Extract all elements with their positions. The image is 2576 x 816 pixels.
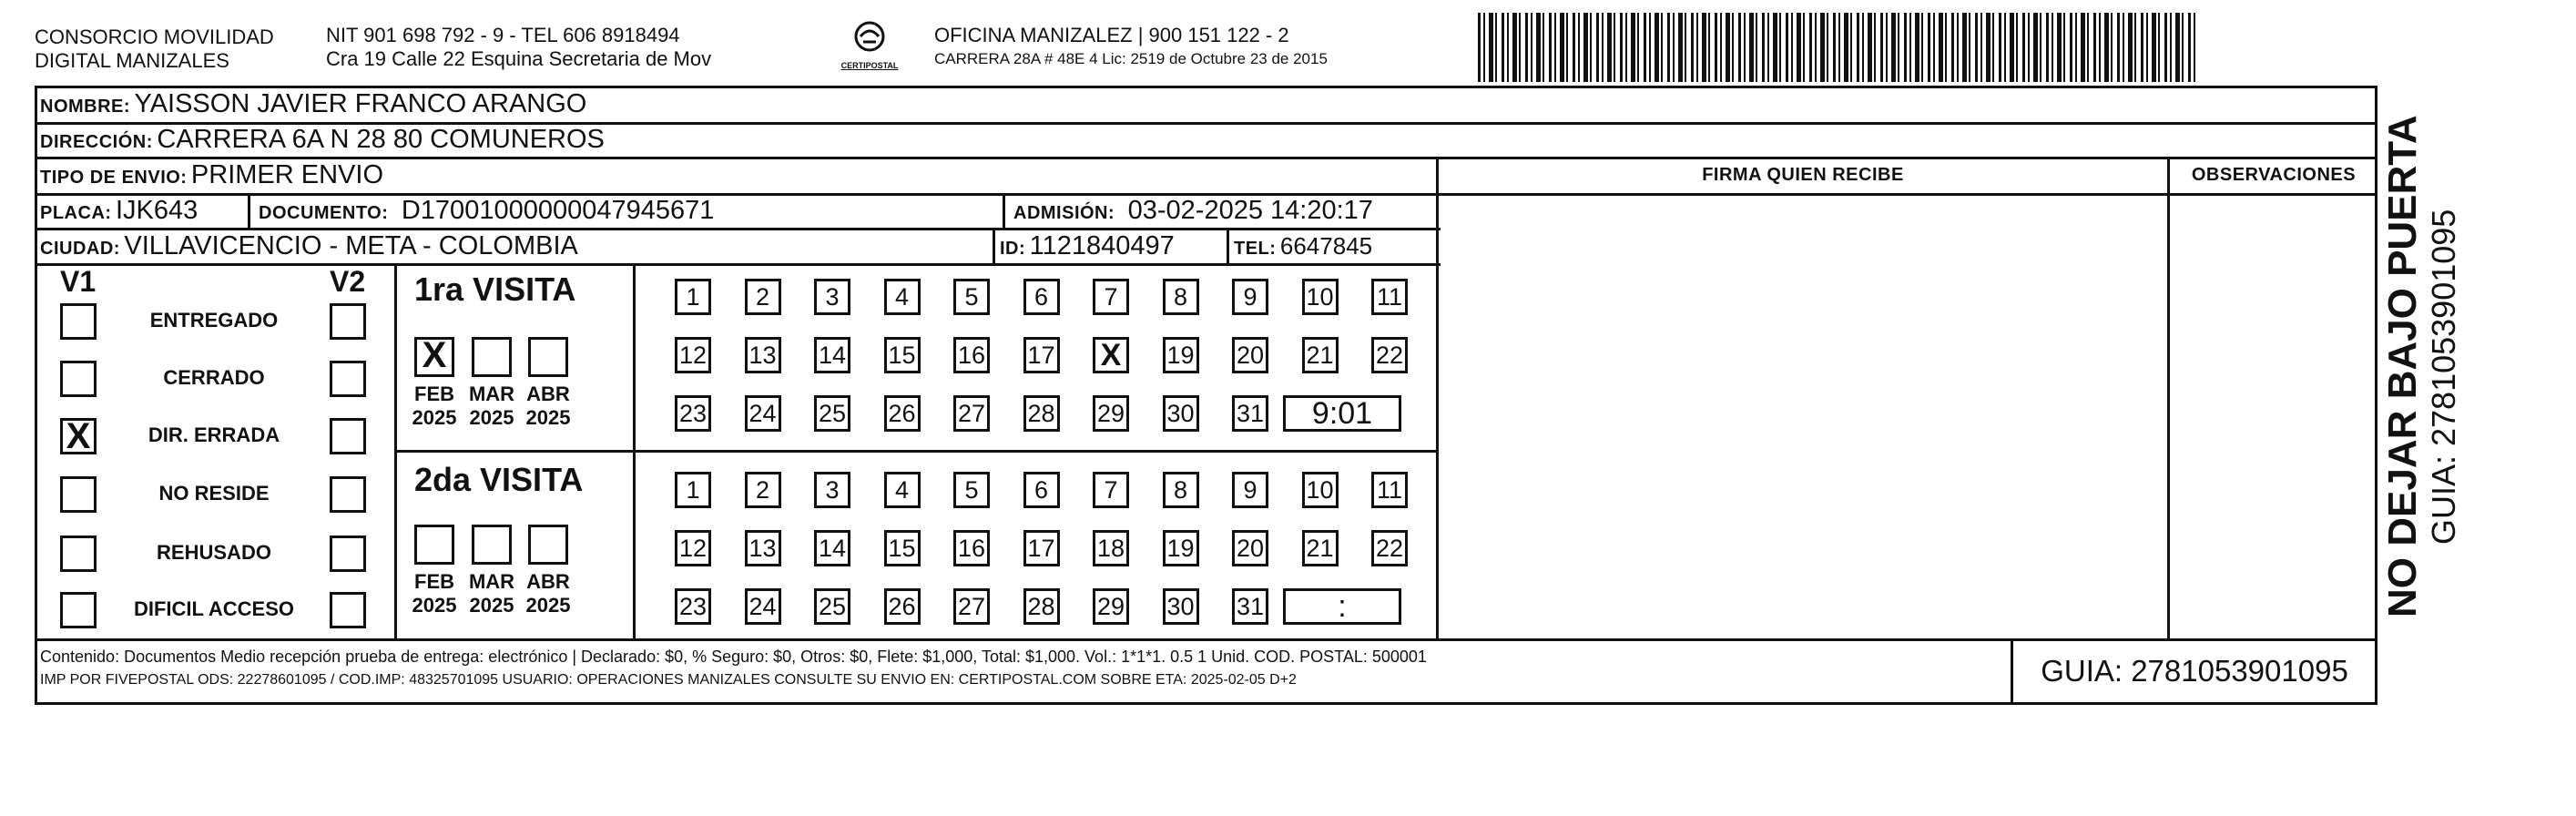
- visita2-day[interactable]: 16: [953, 530, 990, 566]
- visita1-day[interactable]: 24: [745, 395, 781, 432]
- status-label: DIFICIL ACCESO: [133, 597, 294, 620]
- visita2-day[interactable]: 18: [1093, 530, 1129, 566]
- visita1-title: 1ra VISITA: [414, 270, 576, 308]
- visita1-month-label: FEB: [414, 382, 454, 405]
- visita2-day[interactable]: 25: [814, 588, 850, 625]
- visita2-day[interactable]: 12: [675, 530, 711, 566]
- tel-value: 6647845: [1279, 232, 1373, 260]
- visita1-day[interactable]: 4: [884, 279, 921, 315]
- visita1-day[interactable]: 14: [814, 337, 850, 373]
- visita1-month-checkbox[interactable]: [528, 337, 568, 377]
- visita2-day[interactable]: 27: [953, 588, 990, 625]
- visita2-day[interactable]: 15: [884, 530, 921, 566]
- visita1-time-field[interactable]: 9:01: [1283, 395, 1401, 432]
- visita1-day[interactable]: 30: [1163, 395, 1199, 432]
- visita2-month-checkbox[interactable]: [414, 525, 454, 565]
- footer-guia: GUIA: 2781053901095: [2041, 654, 2348, 688]
- visita2-day[interactable]: 8: [1163, 472, 1199, 508]
- visita1-day[interactable]: 13: [745, 337, 781, 373]
- visita2-day[interactable]: 19: [1163, 530, 1199, 566]
- visita1-day[interactable]: 2: [745, 279, 781, 315]
- visita1-day[interactable]: 5: [953, 279, 990, 315]
- v2-checkbox[interactable]: [330, 592, 366, 628]
- visita1-day[interactable]: 21: [1302, 337, 1339, 373]
- visita2-year-label: 2025: [412, 594, 457, 617]
- visita1-day[interactable]: 6: [1023, 279, 1060, 315]
- admision-value: 03-02-2025 14:20:17: [1127, 196, 1373, 225]
- visita1-year-label: 2025: [469, 406, 514, 429]
- v1-checkbox[interactable]: [60, 303, 97, 340]
- status-label: CERRADO: [163, 366, 265, 389]
- logo-icon: [850, 20, 890, 56]
- v1-checkbox[interactable]: X: [60, 418, 97, 454]
- v2-checkbox[interactable]: [330, 536, 366, 572]
- nombre-value: YAISSON JAVIER FRANCO ARANGO: [134, 89, 587, 118]
- visita1-day[interactable]: 23: [675, 395, 711, 432]
- v2-checkbox[interactable]: [330, 476, 366, 513]
- tel-row: TEL: 6647845: [1234, 232, 1373, 260]
- visita2-day[interactable]: 29: [1093, 588, 1129, 625]
- visita1-day[interactable]: 29: [1093, 395, 1129, 432]
- v1-checkbox[interactable]: [60, 476, 97, 513]
- visita1-month-checkbox[interactable]: [472, 337, 512, 377]
- visita1-day[interactable]: 8: [1163, 279, 1199, 315]
- direccion-row: DIRECCIÓN: CARRERA 6A N 28 80 COMUNEROS: [40, 125, 605, 154]
- visita2-day[interactable]: 2: [745, 472, 781, 508]
- footer-text: [40, 645, 1427, 692]
- nombre-row: NOMBRE: YAISSON JAVIER FRANCO ARANGO: [40, 89, 587, 118]
- visita1-day[interactable]: 19: [1163, 337, 1199, 373]
- visita2-day[interactable]: 7: [1093, 472, 1129, 508]
- visita2-day[interactable]: 10: [1302, 472, 1339, 508]
- status-label: ENTREGADO: [149, 309, 279, 332]
- observaciones-header: OBSERVACIONES: [2191, 165, 2357, 185]
- visita1-month-checkbox[interactable]: X: [414, 337, 454, 377]
- visita2-month-checkbox[interactable]: [472, 525, 512, 565]
- visita1-day[interactable]: 1: [675, 279, 711, 315]
- footer-line2: IMP POR FIVEPOSTAL ODS: 22278601095 / COD.IMP: 48325701095 USUARIO: OPERACIONES MANIZALES CONSULTE SU ENVIO EN: CERTIPOSTAL.COM SOBRE ETA: 2025-02-05 D+2: [40, 672, 1297, 688]
- visita1-year-label: 2025: [525, 406, 571, 429]
- visita1-month-label: MAR: [468, 382, 515, 405]
- tipo-envio-row: TIPO DE ENVIO: PRIMER ENVIO: [40, 160, 384, 189]
- documento-row: DOCUMENTO: D17001000000047945671: [259, 196, 715, 225]
- visita1-year-label: 2025: [412, 406, 457, 429]
- visita2-day[interactable]: 14: [814, 530, 850, 566]
- side-guia-text: GUIA: 2781053901095: [2425, 209, 2462, 545]
- status-label: NO RESIDE: [158, 482, 270, 505]
- placa-value: IJK643: [116, 196, 199, 225]
- barcode: [1478, 13, 2197, 82]
- visita1-month-label: ABR: [526, 382, 570, 405]
- status-label: DIR. ERRADA: [148, 423, 280, 446]
- documento-value: D17001000000047945671: [401, 196, 715, 225]
- ciudad-row: CIUDAD: VILLAVICENCIO - META - COLOMBIA: [40, 231, 578, 260]
- visita2-day[interactable]: 30: [1163, 588, 1199, 625]
- v1-label: V1: [60, 265, 97, 298]
- visita2-year-label: 2025: [469, 594, 514, 617]
- tipo-envio-value: PRIMER ENVIO: [190, 160, 384, 189]
- id-row: ID: 1121840497: [1000, 231, 1175, 260]
- visita2-day[interactable]: 11: [1371, 472, 1408, 508]
- visita2-title: 2da VISITA: [414, 461, 584, 498]
- v2-label: V2: [330, 265, 366, 298]
- v1-checkbox[interactable]: [60, 592, 97, 628]
- company-nit-block: NIT 901 698 792 - 9 - TEL 606 8918494 Cra 19 Calle 22 Esquina Secretaria de Mov: [326, 24, 712, 70]
- visita2-month-label: ABR: [526, 570, 570, 593]
- visita1-day[interactable]: 20: [1232, 337, 1268, 373]
- company-name: CONSORCIO MOVILIDAD DIGITAL MANIZALES: [35, 26, 274, 72]
- v2-checkbox[interactable]: [330, 361, 366, 397]
- visita1-day[interactable]: 28: [1023, 395, 1060, 432]
- visita2-day[interactable]: 31: [1232, 588, 1268, 625]
- placa-row: PLACA: IJK643: [40, 196, 199, 225]
- visita2-day[interactable]: 24: [745, 588, 781, 625]
- visita1-day[interactable]: 26: [884, 395, 921, 432]
- visita2-month-label: MAR: [468, 570, 515, 593]
- admision-row: ADMISIÓN: 03-02-2025 14:20:17: [1013, 196, 1373, 225]
- visita2-day[interactable]: 9: [1232, 472, 1268, 508]
- v2-checkbox[interactable]: [330, 418, 366, 454]
- firma-header: FIRMA QUIEN RECIBE: [1702, 165, 1904, 185]
- visita2-day[interactable]: 20: [1232, 530, 1268, 566]
- visita1-day[interactable]: 16: [953, 337, 990, 373]
- visita1-day[interactable]: 22: [1371, 337, 1408, 373]
- visita2-day[interactable]: 1: [675, 472, 711, 508]
- v2-checkbox[interactable]: [330, 303, 366, 340]
- visita1-day[interactable]: 12: [675, 337, 711, 373]
- office-block: OFICINA MANIZALEZ | 900 151 122 - 2 CARRERA 28A # 48E 4 Lic: 2519 de Octubre 23 de 2015: [934, 24, 1328, 67]
- v1-checkbox[interactable]: [60, 361, 97, 397]
- footer-line1: Contenido: Documentos Medio recepción prueba de entrega: electrónico | Declarado: $0, % Seguro: $0, Otros: $0, Flete: $1,000, Total: $1,000. Vol.: 1*1*1. 0.5 1 Unid. COD. POSTAL: 500001: [40, 648, 1427, 666]
- no-dejar-text: NO DEJAR BAJO PUERTA: [2380, 115, 2425, 617]
- visita1-day[interactable]: 27: [953, 395, 990, 432]
- visita2-day[interactable]: 28: [1023, 588, 1060, 625]
- visita2-year-label: 2025: [525, 594, 571, 617]
- visita2-day[interactable]: 4: [884, 472, 921, 508]
- visita1-day[interactable]: 11: [1371, 279, 1408, 315]
- visita2-day[interactable]: 22: [1371, 530, 1408, 566]
- visita2-month-label: FEB: [414, 570, 454, 593]
- visita2-day[interactable]: 6: [1023, 472, 1060, 508]
- visita1-day[interactable]: 15: [884, 337, 921, 373]
- certipostal-logo: CERTIPOSTAL: [815, 20, 924, 70]
- ciudad-value: VILLAVICENCIO - META - COLOMBIA: [124, 231, 578, 260]
- visita2-day[interactable]: 21: [1302, 530, 1339, 566]
- visita2-day[interactable]: 17: [1023, 530, 1060, 566]
- id-value: 1121840497: [1029, 231, 1175, 260]
- visita2-time-field[interactable]: :: [1283, 588, 1401, 625]
- visita2-day[interactable]: 23: [675, 588, 711, 625]
- direccion-value: CARRERA 6A N 28 80 COMUNEROS: [157, 125, 605, 154]
- visita2-day[interactable]: 3: [814, 472, 850, 508]
- visita2-day[interactable]: 26: [884, 588, 921, 625]
- visita2-month-checkbox[interactable]: [528, 525, 568, 565]
- visita1-day[interactable]: 3: [814, 279, 850, 315]
- visita1-day[interactable]: 9: [1232, 279, 1268, 315]
- visita2-day[interactable]: 13: [745, 530, 781, 566]
- status-label: REHUSADO: [157, 541, 271, 564]
- visita2-day[interactable]: 5: [953, 472, 990, 508]
- visita1-day[interactable]: 7: [1093, 279, 1129, 315]
- visita1-day[interactable]: 10: [1302, 279, 1339, 315]
- visita1-day[interactable]: 17: [1023, 337, 1060, 373]
- visita1-day[interactable]: 31: [1232, 395, 1268, 432]
- visita1-day[interactable]: 25: [814, 395, 850, 432]
- visita1-day[interactable]: X: [1093, 337, 1129, 373]
- v1-checkbox[interactable]: [60, 536, 97, 572]
